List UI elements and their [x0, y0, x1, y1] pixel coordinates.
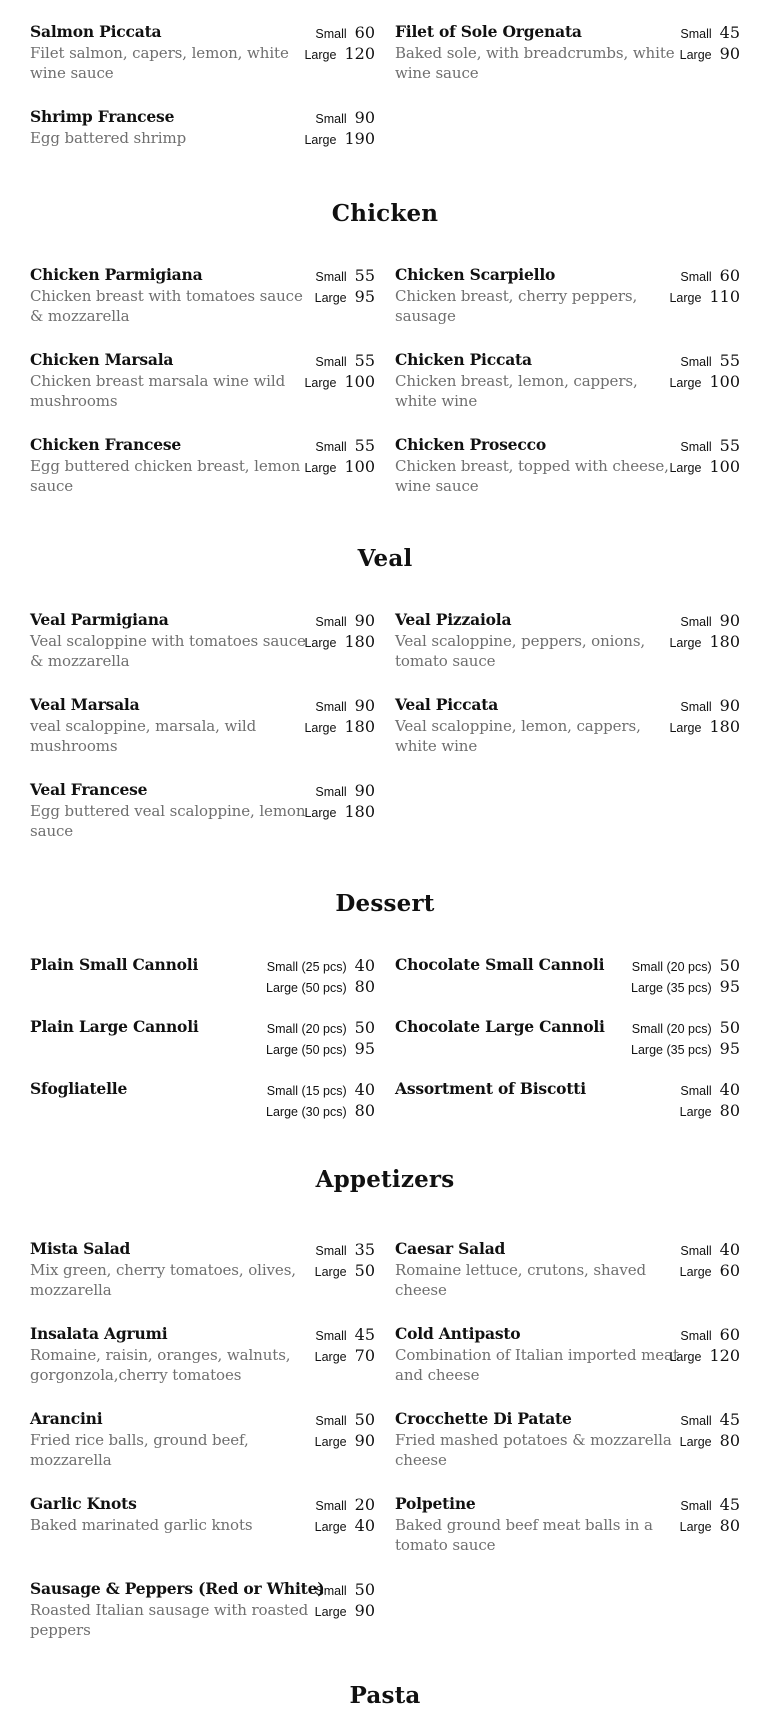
price-option: [669, 716, 740, 737]
menu-item: [30, 265, 375, 339]
price-value: 100: [344, 372, 375, 391]
item-name: Plain Large Cannoli: [30, 1017, 199, 1036]
price-option: [315, 1345, 375, 1366]
item-description: Chicken breast with tomatoes sauce & mozzarella: [30, 287, 303, 325]
price-option: [304, 435, 375, 456]
price-value: 40: [719, 1080, 740, 1099]
price-value: 180: [344, 802, 375, 821]
item-description: Chicken breast marsala wine wild mushrooms: [30, 372, 286, 410]
item-name: Chicken Prosecco: [395, 435, 546, 454]
price-value: 60: [719, 1325, 740, 1344]
item-name: Shrimp Francese: [30, 107, 175, 126]
price-value: 90: [719, 44, 740, 63]
size-label: Small: [315, 27, 347, 41]
item-description: Veal scaloppine with tomatoes sauce & mozzarella: [30, 632, 306, 670]
item-description: Mix green, cherry tomatoes, olives, mozzarella: [30, 1261, 296, 1299]
size-label: Large (50 pcs): [266, 1043, 347, 1057]
price-value: 180: [709, 717, 740, 736]
price-option: [315, 1260, 375, 1281]
item-description: Chicken breast, topped with cheese, wine sauce: [395, 457, 669, 495]
menu-item: [30, 1324, 375, 1398]
price-option: [631, 1038, 740, 1059]
size-label: Small (20 pcs): [266, 1022, 347, 1036]
item-name: Chicken Parmigiana: [30, 265, 203, 284]
price-option: [680, 1430, 740, 1451]
size-label: Small: [680, 700, 712, 714]
menu-item: [395, 695, 740, 769]
menu-item: [395, 1409, 740, 1483]
menu-item: [30, 107, 375, 181]
price-value: 55: [354, 351, 375, 370]
menu-item: [395, 350, 740, 424]
menu-item: [30, 1239, 375, 1313]
price-value: 90: [354, 1601, 375, 1620]
price-list: [669, 265, 740, 307]
price-option: [304, 107, 375, 128]
price-list: [315, 1239, 375, 1281]
price-option: [315, 1430, 375, 1451]
item-description: Chicken breast, cherry peppers, sausage: [395, 287, 638, 325]
size-label: Large: [679, 1105, 712, 1119]
item-name: Arancini: [30, 1409, 103, 1428]
price-value: 60: [719, 1261, 740, 1280]
price-option: [315, 1600, 375, 1621]
size-label: Small: [315, 1329, 347, 1343]
price-value: 190: [344, 129, 375, 148]
price-value: 180: [344, 632, 375, 651]
menu-item: [395, 1494, 740, 1568]
price-value: 80: [719, 1516, 740, 1535]
menu-item: [395, 265, 740, 339]
price-value: 120: [344, 44, 375, 63]
item-name: Assortment of Biscotti: [395, 1079, 586, 1098]
price-value: 95: [719, 977, 740, 996]
item-name: Crocchette Di Patate: [395, 1409, 572, 1428]
item-description: Chicken breast, lemon, cappers, white wine: [395, 372, 638, 410]
size-label: Small: [315, 1499, 347, 1513]
menu-item: [30, 1409, 375, 1483]
item-name: Sfogliatelle: [30, 1079, 128, 1098]
price-option: [304, 128, 375, 149]
menu-item: [30, 695, 375, 769]
price-list: [669, 610, 740, 652]
menu-item: [30, 1494, 375, 1568]
size-label: Large (35 pcs): [631, 1043, 712, 1057]
price-option: [315, 1579, 375, 1600]
price-option: [669, 350, 740, 371]
price-option: [266, 955, 375, 976]
price-value: 60: [719, 266, 740, 285]
price-option: [680, 1100, 740, 1121]
item-name: Salmon Piccata: [30, 22, 162, 41]
price-list: [304, 435, 375, 477]
size-label: Small: [315, 785, 347, 799]
size-label: Small (25 pcs): [266, 960, 347, 974]
size-label: Large: [679, 1265, 712, 1279]
item-name: Chicken Scarpiello: [395, 265, 556, 284]
price-value: 45: [719, 1410, 740, 1429]
item-name: Plain Small Cannoli: [30, 955, 199, 974]
item-name: Veal Piccata: [395, 695, 499, 714]
price-list: [680, 1494, 740, 1536]
price-value: 90: [354, 696, 375, 715]
price-option: [304, 801, 375, 822]
price-option: [315, 1409, 375, 1430]
price-list: [304, 22, 375, 64]
section-title: Appetizers: [315, 1166, 455, 1193]
menu-item: [30, 22, 375, 96]
item-description: veal scaloppine, marsala, wild mushrooms: [30, 717, 257, 755]
price-option: [669, 610, 740, 631]
item-description: Egg buttered chicken breast, lemon sauce: [30, 457, 301, 495]
size-label: Large: [679, 1435, 712, 1449]
price-value: 35: [354, 1240, 375, 1259]
price-option: [669, 1345, 740, 1366]
size-label: Small: [680, 1499, 712, 1513]
price-value: 40: [354, 956, 375, 975]
section-title: Dessert: [335, 890, 435, 917]
price-list: [315, 1409, 375, 1451]
price-list: [266, 1079, 375, 1121]
section-title: Chicken: [331, 200, 439, 227]
price-option: [315, 1239, 375, 1260]
price-value: 120: [709, 1346, 740, 1365]
price-value: 60: [354, 23, 375, 42]
price-option: [266, 976, 375, 997]
price-list: [266, 955, 375, 997]
size-label: Small: [680, 1244, 712, 1258]
size-label: Small: [315, 112, 347, 126]
price-option: [669, 456, 740, 477]
price-value: 90: [354, 1431, 375, 1450]
menu-item: [395, 435, 740, 509]
size-label: Large: [679, 48, 712, 62]
item-description: Egg battered shrimp: [30, 129, 187, 147]
price-value: 95: [354, 287, 375, 306]
menu-item: [395, 1324, 740, 1398]
size-label: Small: [315, 440, 347, 454]
item-description: Combination of Italian imported meat and cheese: [395, 1346, 679, 1384]
price-list: [304, 107, 375, 149]
size-label: Large: [314, 1350, 347, 1364]
price-option: [669, 631, 740, 652]
item-description: Romaine lettuce, crutons, shaved cheese: [395, 1261, 647, 1299]
size-label: Small: [315, 1244, 347, 1258]
price-option: [669, 695, 740, 716]
size-label: Small: [680, 27, 712, 41]
item-name: Chicken Marsala: [30, 350, 174, 369]
size-label: Large (35 pcs): [631, 981, 712, 995]
item-name: Chocolate Small Cannoli: [395, 955, 605, 974]
price-option: [680, 1239, 740, 1260]
item-description: Fried mashed potatoes & mozzarella cheese: [395, 1431, 672, 1469]
price-option: [669, 435, 740, 456]
price-option: [304, 456, 375, 477]
price-option: [304, 43, 375, 64]
price-option: [315, 286, 375, 307]
price-list: [669, 1324, 740, 1366]
item-name: Polpetine: [395, 1494, 476, 1513]
size-label: Small: [680, 615, 712, 629]
price-option: [266, 1100, 375, 1121]
price-list: [304, 610, 375, 652]
menu-item: [30, 1079, 375, 1153]
item-description: Egg buttered veal scaloppine, lemon sauce: [30, 802, 306, 840]
size-label: Large: [679, 1520, 712, 1534]
price-list: [315, 1324, 375, 1366]
size-label: Large: [314, 291, 347, 305]
price-option: [669, 265, 740, 286]
price-value: 40: [719, 1240, 740, 1259]
price-list: [304, 780, 375, 822]
price-value: 70: [354, 1346, 375, 1365]
menu-item: [395, 1239, 740, 1313]
item-description: Veal scaloppine, lemon, cappers, white wine: [395, 717, 641, 755]
price-value: 90: [719, 611, 740, 630]
size-label: Large: [304, 721, 337, 735]
size-label: Large: [669, 636, 702, 650]
section-title: Pasta: [349, 1682, 421, 1709]
item-name: Chocolate Large Cannoli: [395, 1017, 605, 1036]
size-label: Small: [315, 1414, 347, 1428]
item-name: Cold Antipasto: [395, 1324, 521, 1343]
size-label: Small: [680, 1329, 712, 1343]
price-option: [680, 1515, 740, 1536]
item-description: Filet salmon, capers, lemon, white wine sauce: [30, 44, 289, 82]
price-list: [669, 695, 740, 737]
menu-item: [395, 22, 740, 96]
item-name: Insalata Agrumi: [30, 1324, 168, 1343]
item-description: Veal scaloppine, peppers, onions, tomato sauce: [395, 632, 646, 670]
price-list: [315, 1579, 375, 1621]
price-value: 80: [354, 1101, 375, 1120]
price-option: [680, 1409, 740, 1430]
price-value: 45: [719, 1495, 740, 1514]
size-label: Large: [304, 461, 337, 475]
price-value: 90: [354, 611, 375, 630]
price-option: [315, 1494, 375, 1515]
item-description: Roasted Italian sausage with roasted peppers: [30, 1601, 309, 1639]
size-label: Large: [314, 1605, 347, 1619]
price-list: [669, 350, 740, 392]
size-label: Small: [680, 1414, 712, 1428]
item-name: Chicken Francese: [30, 435, 182, 454]
menu-item: [30, 1579, 375, 1653]
price-list: [680, 1409, 740, 1451]
price-value: 100: [709, 372, 740, 391]
price-option: [304, 631, 375, 652]
price-value: 90: [719, 696, 740, 715]
menu-item: [395, 610, 740, 684]
price-list: [680, 1239, 740, 1281]
size-label: Small: [680, 1084, 712, 1098]
price-option: [631, 955, 740, 976]
price-list: [669, 435, 740, 477]
size-label: Small: [680, 355, 712, 369]
item-name: Veal Francese: [30, 780, 148, 799]
price-option: [266, 1038, 375, 1059]
price-option: [669, 1324, 740, 1345]
price-value: 55: [719, 436, 740, 455]
size-label: Small (20 pcs): [631, 960, 712, 974]
size-label: Small: [680, 270, 712, 284]
size-label: Small: [315, 700, 347, 714]
size-label: Large: [669, 376, 702, 390]
size-label: Small: [315, 355, 347, 369]
price-option: [680, 1260, 740, 1281]
size-label: Large: [304, 636, 337, 650]
item-name: Veal Pizzaiola: [395, 610, 512, 629]
price-value: 95: [719, 1039, 740, 1058]
size-label: Small: [315, 270, 347, 284]
price-value: 80: [719, 1101, 740, 1120]
size-label: Small: [315, 615, 347, 629]
item-name: Garlic Knots: [30, 1494, 137, 1513]
size-label: Large: [669, 721, 702, 735]
section-title: Veal: [357, 545, 413, 572]
price-value: 90: [354, 781, 375, 800]
price-value: 50: [354, 1580, 375, 1599]
price-value: 90: [354, 108, 375, 127]
size-label: Large: [669, 461, 702, 475]
price-value: 50: [354, 1410, 375, 1429]
size-label: Large: [669, 1350, 702, 1364]
price-value: 55: [354, 436, 375, 455]
menu-item: [30, 435, 375, 509]
price-value: 110: [709, 287, 740, 306]
price-list: [631, 1017, 740, 1059]
price-list: [631, 955, 740, 997]
price-list: [266, 1017, 375, 1059]
price-list: [304, 350, 375, 392]
menu-item: [30, 350, 375, 424]
price-value: 40: [354, 1080, 375, 1099]
item-description: Baked sole, with breadcrumbs, white wine sauce: [395, 44, 675, 82]
price-option: [315, 1515, 375, 1536]
price-option: [680, 1494, 740, 1515]
size-label: Large: [304, 48, 337, 62]
item-description: Baked ground beef meat balls in a tomato sauce: [395, 1516, 653, 1554]
size-label: Large: [314, 1435, 347, 1449]
price-option: [680, 1079, 740, 1100]
price-value: 50: [354, 1018, 375, 1037]
size-label: Large: [304, 806, 337, 820]
price-option: [315, 265, 375, 286]
price-option: [304, 371, 375, 392]
item-name: Veal Marsala: [30, 695, 140, 714]
price-list: [304, 695, 375, 737]
price-list: [680, 1079, 740, 1121]
price-option: [631, 976, 740, 997]
item-name: Caesar Salad: [395, 1239, 506, 1258]
price-value: 50: [719, 956, 740, 975]
size-label: Large (30 pcs): [266, 1105, 347, 1119]
price-value: 95: [354, 1039, 375, 1058]
price-value: 45: [354, 1325, 375, 1344]
menu-item: [30, 780, 375, 854]
price-value: 20: [354, 1495, 375, 1514]
price-list: [315, 265, 375, 307]
price-option: [266, 1079, 375, 1100]
size-label: Large: [314, 1265, 347, 1279]
price-option: [304, 716, 375, 737]
price-value: 55: [354, 266, 375, 285]
menu-item: [395, 1079, 740, 1153]
size-label: Small: [315, 1584, 347, 1598]
price-option: [669, 371, 740, 392]
price-value: 80: [354, 977, 375, 996]
item-name: Filet of Sole Orgenata: [395, 22, 582, 41]
price-option: [266, 1017, 375, 1038]
item-name: Veal Parmigiana: [30, 610, 169, 629]
size-label: Large: [314, 1520, 347, 1534]
size-label: Small (15 pcs): [266, 1084, 347, 1098]
price-value: 100: [344, 457, 375, 476]
size-label: Large: [304, 133, 337, 147]
item-description: Fried rice balls, ground beef, mozzarella: [30, 1431, 249, 1469]
price-option: [669, 286, 740, 307]
item-description: Baked marinated garlic knots: [30, 1516, 253, 1534]
price-option: [304, 22, 375, 43]
price-value: 50: [354, 1261, 375, 1280]
price-value: 50: [719, 1018, 740, 1037]
item-name: Chicken Piccata: [395, 350, 532, 369]
menu-item: [30, 610, 375, 684]
price-option: [680, 22, 740, 43]
size-label: Small (20 pcs): [631, 1022, 712, 1036]
price-list: [315, 1494, 375, 1536]
item-description: Romaine, raisin, oranges, walnuts, gorgonzola,cherry tomatoes: [30, 1346, 291, 1384]
price-value: 180: [344, 717, 375, 736]
price-option: [304, 780, 375, 801]
size-label: Small: [680, 440, 712, 454]
price-option: [304, 610, 375, 631]
item-name: Mista Salad: [30, 1239, 131, 1258]
price-list: [680, 22, 740, 64]
price-value: 45: [719, 23, 740, 42]
size-label: Large: [304, 376, 337, 390]
price-option: [304, 350, 375, 371]
price-value: 55: [719, 351, 740, 370]
price-option: [304, 695, 375, 716]
price-option: [680, 43, 740, 64]
price-value: 40: [354, 1516, 375, 1535]
size-label: Large (50 pcs): [266, 981, 347, 995]
price-option: [631, 1017, 740, 1038]
size-label: Large: [669, 291, 702, 305]
price-option: [315, 1324, 375, 1345]
price-value: 180: [709, 632, 740, 651]
item-name: Sausage & Peppers (Red or White): [30, 1579, 325, 1598]
price-value: 100: [709, 457, 740, 476]
price-value: 80: [719, 1431, 740, 1450]
